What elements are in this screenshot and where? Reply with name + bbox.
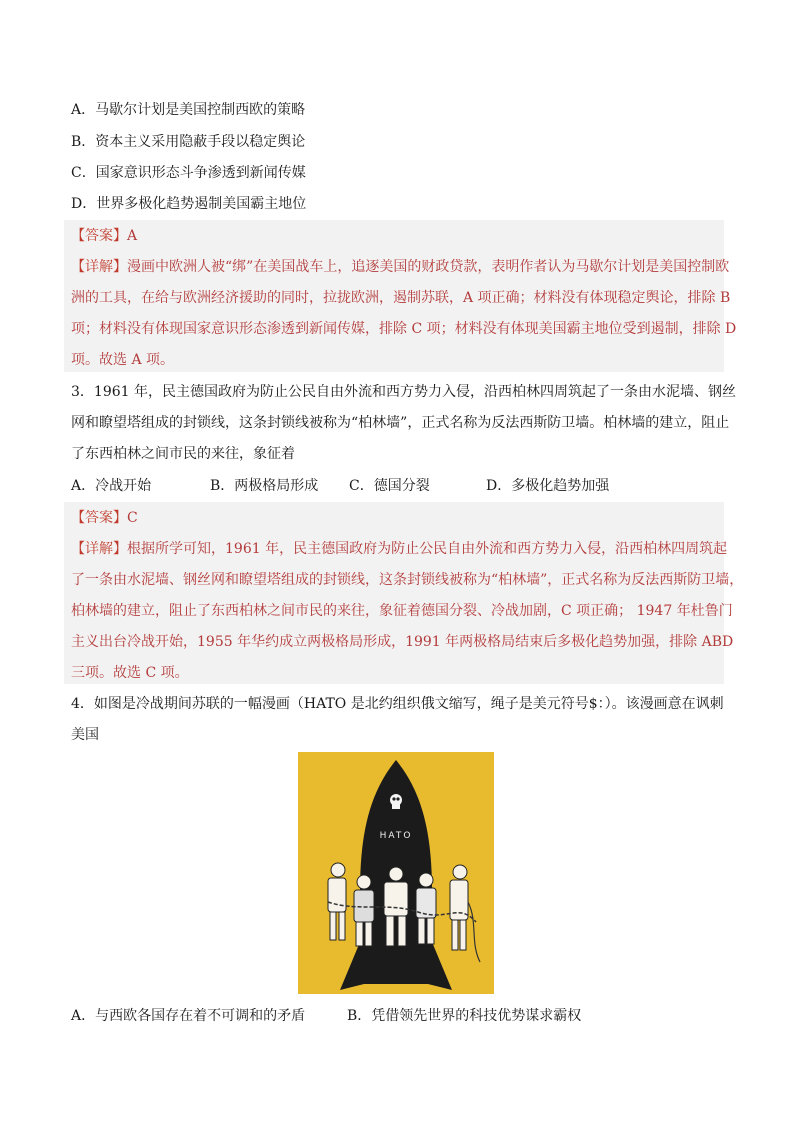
explain-tag: 【详解】 [71,541,127,557]
q2-explain-line: 项。故选 A 项。 [71,352,175,368]
q2-option-a: A．马歇尔计划是美国控制西欧的策略 [71,102,306,118]
explain-text: 漫画中欧洲人被“绑”在美国战车上，追逐美国的财政贷款，表明作者认为马歇尔计划是美国控制欧 [127,259,730,275]
answer-value: C [127,510,138,526]
q3-stem-line: 网和瞭望塔组成的封锁线，这条封锁线被称为“柏林墙”，正式名称为反法西斯防卫墙。柏林墙的建立，阻止 [71,415,730,431]
poster-hato-label: HATO [379,831,413,841]
cartoon-poster [298,752,494,994]
explain-tag: 【详解】 [71,259,127,275]
rocket-cartoon-illustration [298,752,494,994]
explain-text: 根据所学可知，1961 年，民主德国政府为防止公民自由外流和西方势力入侵，沿西柏林四周筑起 [127,541,728,557]
q3-option-b: B．两极格局形成 [210,478,319,494]
q2-explain-line [71,257,729,277]
q3-answer [71,508,138,528]
q3-stem-line: 3．1961 年，民主德国政府为防止公民自由外流和西方势力入侵，沿西柏林四周筑起了一条由水泥墙、钢丝 [71,384,736,400]
q3-explain-line: 柏林墙的建立，阻止了东西柏林之间市民的来往，象征着德国分裂、冷战加剧，C 项正确； 1947 年杜鲁门 [71,603,733,619]
q3-explain-line: 三项。故选 C 项。 [71,665,189,681]
q3-explain-line [71,539,727,559]
q2-answer [71,226,137,246]
q3-stem-line: 了东西柏林之间市民的来往，象征着 [71,446,295,462]
q4-stem-line: 4．如图是冷战期间苏联的一幅漫画（HATO 是北约组织俄文缩写，绳子是美元符号$：）。该漫画意在讽刺 [71,696,724,712]
q3-explain-line: 主义出台冷战开始，1955 年华约成立两极格局形成，1991 年两极格局结束后多极化趋势加强，排除 ABD [71,634,734,650]
q4-option-b: B．凭借领先世界的科技优势谋求霸权 [347,1008,582,1024]
q3-option-c: C．德国分裂 [349,478,430,494]
q2-answer-block [64,220,737,372]
q2-explain-line: 洲的工具，在给与欧洲经济援助的同时，拉拢欧洲，遏制苏联，A 项正确；材料没有体现稳定舆论，排除 B [71,290,731,306]
q2-option-c: C．国家意识形态斗争渗透到新闻传媒 [71,165,306,181]
q3-option-a: A．冷战开始 [71,478,152,494]
q3-answer-block [64,502,744,684]
answer-value: A [127,228,138,244]
q3-option-d: D．多极化趋势加强 [486,478,610,494]
q3-options [71,476,609,496]
answer-tag: 【答案】 [71,510,127,526]
q2-explain-line: 项；材料没有体现国家意识形态渗透到新闻传媒，排除 C 项；材料没有体现美国霸主地位受到遏制，排除 D [71,321,737,337]
q2-option-b: B．资本主义采用隐蔽手段以稳定舆论 [71,134,306,150]
q3-explain-line: 了一条由水泥墙、钢丝网和瞭望塔组成的封锁线，这条封锁线被称为“柏林墙”，正式名称为反法西斯防卫墙， [71,572,744,588]
q4-option-a: A．与西欧各国存在着不可调和的矛盾 [71,1008,306,1024]
q4-stem-line: 美国 [71,727,99,743]
q4-options [71,1006,581,1026]
q2-option-d: D．世界多极化趋势遏制美国霸主地位 [71,196,307,212]
answer-tag: 【答案】 [71,228,127,244]
